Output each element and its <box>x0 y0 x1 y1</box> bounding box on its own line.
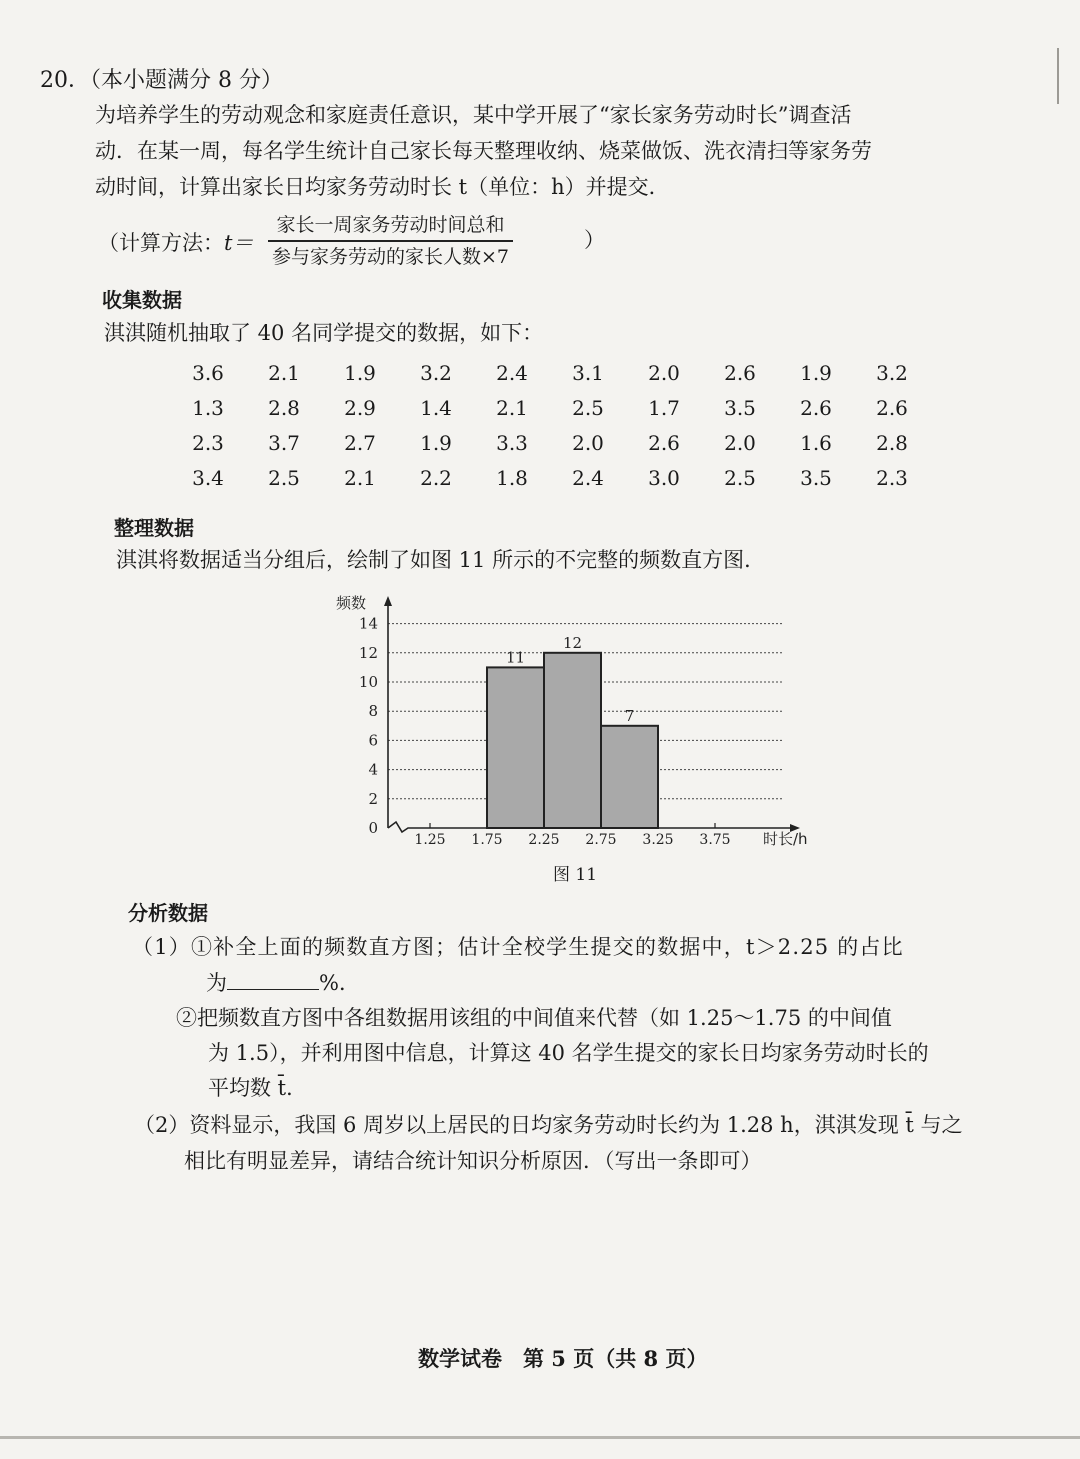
data-cell: 2.0 <box>724 430 756 455</box>
data-cell: 2.0 <box>648 360 680 385</box>
bar-value-label: 11 <box>505 648 526 667</box>
x-tick-label: 1.75 <box>471 832 503 848</box>
data-cell: 1.4 <box>420 395 452 420</box>
data-cell: 2.3 <box>876 465 908 490</box>
organize-text: 淇淇将数据适当分组后，绘制了如图 11 所示的不完整的频数直方图． <box>116 548 766 572</box>
data-cell: 2.7 <box>344 430 376 455</box>
q1-before-blank: 为 <box>206 971 227 995</box>
data-cell: 3.0 <box>648 465 680 490</box>
data-cell: 3.7 <box>268 430 300 455</box>
y-tick-label: 2 <box>368 789 378 808</box>
data-cell: 2.5 <box>572 395 604 420</box>
question-number <box>40 66 283 96</box>
data-cell: 2.1 <box>344 465 376 490</box>
q1-line-2 <box>206 968 360 998</box>
data-cell: 3.5 <box>724 395 756 420</box>
q1-part2-line-1: ②把频数直方图中各组数据用该组的中间值来代替（如 1.25～1.75 的中间值 <box>176 1006 892 1030</box>
figure-caption: 图 11 <box>553 865 598 885</box>
y-axis-arrow <box>384 596 392 606</box>
bar-value-label: 12 <box>562 633 583 652</box>
scan-edge-mark <box>1057 48 1059 104</box>
scan-bottom-line <box>0 1436 1080 1439</box>
page-footer: 数学试卷 第 5 页（共 8 页） <box>418 1346 708 1371</box>
score-note: （本小题满分 8 分） <box>90 68 283 93</box>
data-cell: 1.9 <box>420 430 452 455</box>
data-cell: 1.6 <box>800 430 832 455</box>
q1-after-blank: %． <box>319 971 360 995</box>
y-tick-label: 12 <box>358 643 378 662</box>
data-cell: 3.2 <box>876 360 908 385</box>
data-cell: 2.3 <box>192 430 224 455</box>
histogram-bar <box>544 653 601 828</box>
data-cell: 2.9 <box>344 395 376 420</box>
data-cell: 2.8 <box>876 430 908 455</box>
fraction-bar <box>268 240 513 242</box>
x-tick-label: 3.75 <box>699 832 731 848</box>
y-tick-label: 6 <box>368 731 378 750</box>
y-tick-label: 14 <box>358 614 378 633</box>
collect-heading: 收集数据 <box>102 288 182 312</box>
q2-line-2: 相比有明显差异，请结合统计知识分析原因．（写出一条即可） <box>184 1149 762 1173</box>
frequency-histogram <box>330 588 850 853</box>
formula-fraction <box>268 212 513 270</box>
question-paragraph-line-3: 动时间，计算出家长日均家务劳动时长 t（单位：h）并提交． <box>95 175 670 199</box>
question-number-text: 20． <box>40 68 90 93</box>
data-cell: 2.2 <box>420 465 452 490</box>
data-cell: 3.2 <box>420 360 452 385</box>
data-cell: 2.6 <box>876 395 908 420</box>
histogram-bar <box>487 667 544 828</box>
answer-blank[interactable] <box>227 969 319 990</box>
data-cell: 1.9 <box>344 360 376 385</box>
data-row <box>170 460 930 495</box>
data-cell: 2.5 <box>268 465 300 490</box>
data-cell: 2.6 <box>800 395 832 420</box>
formula-denominator: 参与家务劳动的家长人数×7 <box>272 245 510 268</box>
organize-heading: 整理数据 <box>114 516 194 540</box>
data-table <box>170 355 930 495</box>
data-row <box>170 425 930 460</box>
histogram-bar <box>601 726 658 828</box>
data-cell: 1.8 <box>496 465 528 490</box>
q1-line-1: （1）①补全上面的频数直方图；估计全校学生提交的数据中，t＞2.25 的占比 <box>132 935 904 959</box>
data-cell: 2.5 <box>724 465 756 490</box>
analysis-heading: 分析数据 <box>128 901 208 925</box>
data-cell: 2.6 <box>648 430 680 455</box>
formula-prefix-text: （计算方法： <box>98 231 224 255</box>
data-cell: 2.8 <box>268 395 300 420</box>
x-tick-label: 2.25 <box>528 832 560 848</box>
x-axis-label: 时长/h <box>763 830 808 848</box>
data-cell: 2.1 <box>496 395 528 420</box>
q1-part2-line-3: 平均数 t̄． <box>208 1076 308 1100</box>
q2-line-1: （2）资料显示，我国 6 周岁以上居民的日均家务劳动时长约为 1.28 h，淇淇发现 t̄ 与之 <box>134 1113 963 1137</box>
data-row <box>170 390 930 425</box>
data-cell: 2.1 <box>268 360 300 385</box>
data-cell: 3.6 <box>192 360 224 385</box>
bar-value-label: 7 <box>624 706 635 725</box>
data-cell: 1.3 <box>192 395 224 420</box>
data-cell: 3.5 <box>800 465 832 490</box>
data-cell: 2.4 <box>572 465 604 490</box>
question-paragraph-line-1: 为培养学生的劳动观念和家庭责任意识，某中学开展了“家长家务劳动时长”调查活 <box>95 103 852 127</box>
x-tick-label: 3.25 <box>642 832 674 848</box>
formula-variable: t＝ <box>224 231 254 255</box>
y-tick-label: 0 <box>368 819 378 837</box>
question-paragraph-line-2: 动．在某一周，每名学生统计自己家长每天整理收纳、烧菜做饭、洗衣清扫等家务劳 <box>95 139 872 163</box>
data-cell: 1.9 <box>800 360 832 385</box>
formula-prefix <box>98 228 253 258</box>
y-tick-label: 8 <box>368 702 378 721</box>
formula-suffix: ） <box>584 228 605 252</box>
y-tick-label: 10 <box>358 673 378 691</box>
data-cell: 2.4 <box>496 360 528 385</box>
data-row <box>170 355 930 390</box>
data-cell: 1.7 <box>648 395 680 420</box>
collect-intro: 淇淇随机抽取了 40 名同学提交的数据，如下： <box>104 321 544 345</box>
data-cell: 3.1 <box>572 360 604 385</box>
x-tick-label: 1.25 <box>414 832 446 848</box>
y-tick-label: 4 <box>368 760 378 779</box>
x-tick-label: 2.75 <box>585 832 617 848</box>
data-cell: 3.3 <box>496 430 528 455</box>
data-cell: 2.6 <box>724 360 756 385</box>
data-cell: 2.0 <box>572 430 604 455</box>
data-cell: 3.4 <box>192 465 224 490</box>
q1-part2-line-2: 为 1.5），并利用图中信息，计算这 40 名学生提交的家长日均家务劳动时长的 <box>208 1041 929 1065</box>
y-axis-label: 频数 <box>336 594 367 612</box>
formula-numerator: 家长一周家务劳动时间总和 <box>276 214 505 236</box>
